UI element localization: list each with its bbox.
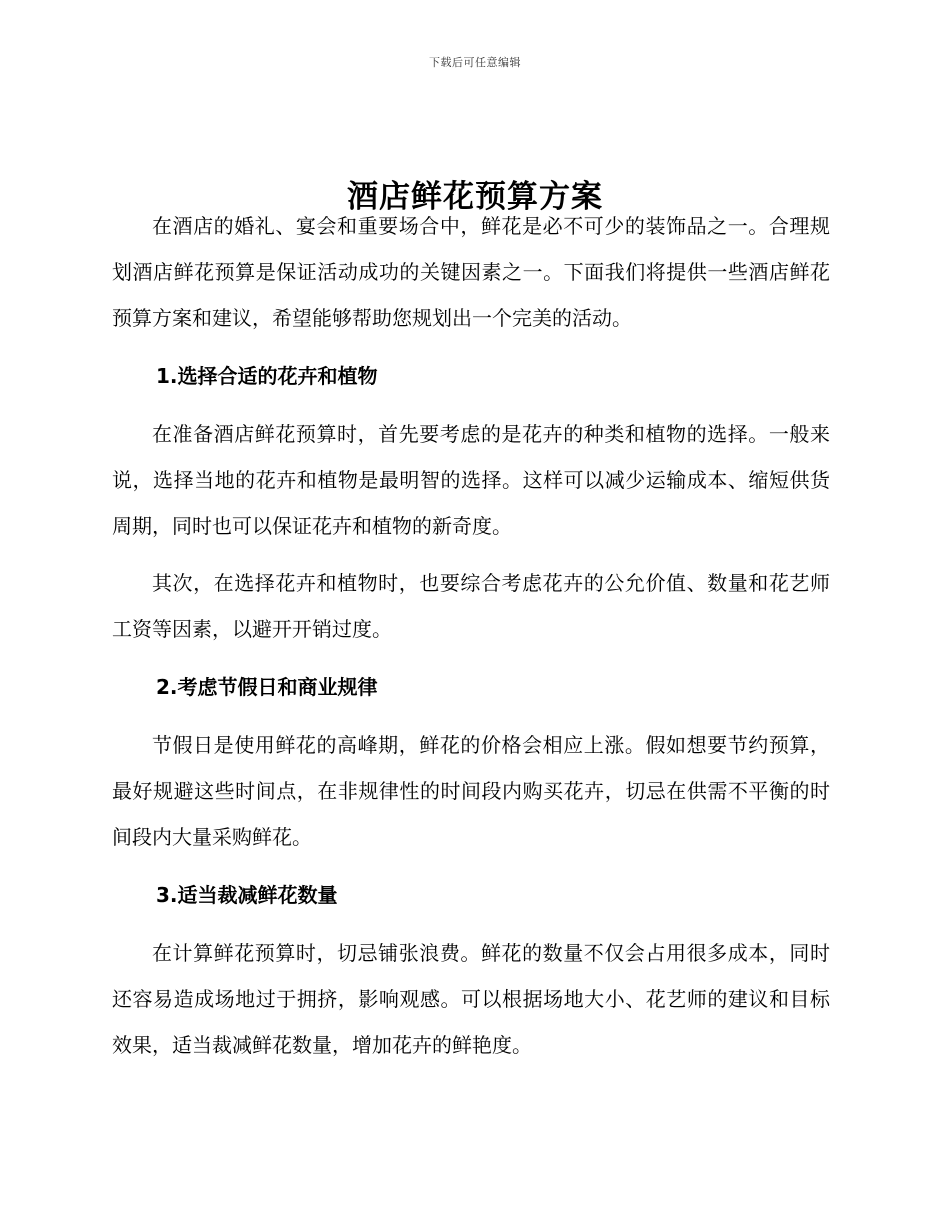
document-body bbox=[112, 203, 830, 1068]
section-2-paragraph-1: 节假日是使用鲜花的高峰期，鲜花的价格会相应上涨。假如想要节约预算，最好规避这些时间点，在非规律性的时间段内购买花卉，切忌在供需不平衡的时间段内大量采购鲜花。 bbox=[112, 733, 830, 849]
section-1-paragraph-2: 其次，在选择花卉和植物时，也要综合考虑花卉的公允价值、数量和花艺师工资等因素，以避开开销过度。 bbox=[112, 571, 830, 641]
section-1-heading: 1.选择合适的花卉和植物 bbox=[156, 364, 378, 388]
header-note: 下载后可任意编辑 bbox=[429, 56, 521, 69]
section-1-paragraph-1: 在准备酒店鲜花预算时，首先要考虑的是花卉的种类和植物的选择。一般来说，选择当地的花卉和植物是最明智的选择。这样可以减少运输成本、缩短供货周期，同时也可以保证花卉和植物的新奇度。 bbox=[112, 422, 830, 538]
section-3-heading: 3.适当裁减鲜花数量 bbox=[156, 883, 338, 907]
intro-paragraph: 在酒店的婚礼、宴会和重要场合中，鲜花是必不可少的装饰品之一。合理规划酒店鲜花预算是保证活动成功的关键因素之一。下面我们将提供一些酒店鲜花预算方案和建议，希望能够帮助您规划出一个完美的活动。 bbox=[112, 214, 830, 330]
section-3-paragraph-1: 在计算鲜花预算时，切忌铺张浪费。鲜花的数量不仅会占用很多成本，同时还容易造成场地过于拥挤，影响观感。可以根据场地大小、花艺师的建议和目标效果，适当裁减鲜花数量，增加花卉的鲜艳度。 bbox=[112, 941, 830, 1057]
section-2-heading: 2.考虑节假日和商业规律 bbox=[156, 675, 378, 699]
document-title: 酒店鲜花预算方案 bbox=[347, 178, 603, 215]
